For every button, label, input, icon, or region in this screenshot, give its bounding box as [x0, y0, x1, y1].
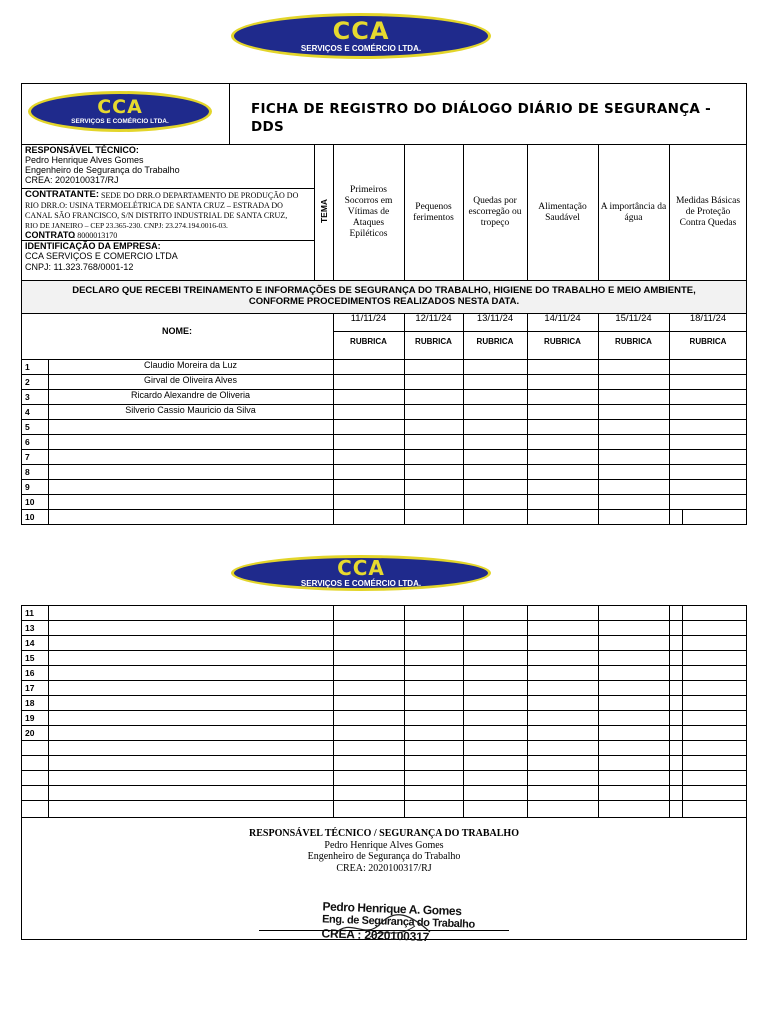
rubrica-header: RUBRICA — [415, 337, 452, 346]
topic-6: Medidas Básicas de Proteção Contra Quedas — [675, 196, 741, 228]
participant-name: Silverio Cassio Mauricio da Silva — [125, 405, 256, 415]
row-number: 8 — [25, 467, 30, 477]
company-logo-top — [231, 13, 491, 59]
row-number: 4 — [25, 407, 30, 417]
declaration-text: DECLARO QUE RECEBI TREINAMENTO E INFORMAÇÕES DE SEGURANÇA DO TRABALHO, HIGIENE DO TRABALHO E MEIO AMBIENTE, CONFORME PROCEDIMENTOS REALIZADOS NESTA DATA. — [72, 285, 696, 307]
topic-5: A importância da água — [600, 201, 667, 223]
row-number: 7 — [25, 452, 30, 462]
rubrica-header: RUBRICA — [689, 337, 727, 346]
row-number: 17 — [25, 683, 35, 693]
row-number: 19 — [25, 713, 35, 723]
row-number: 20 — [25, 728, 35, 738]
row-number: 9 — [25, 482, 30, 492]
logo-tagline: SERVIÇOS E COMÉRCIO LTDA. — [300, 579, 422, 588]
topic-1: Primeiros Socorros em Vítimas de Ataques Epiléticos — [344, 185, 393, 239]
date-3: 13/11/24 — [476, 313, 514, 324]
row-number: 16 — [25, 668, 35, 678]
footer-signature-block — [21, 828, 747, 874]
topic-4: Alimentação Saudável — [538, 201, 587, 223]
logo-brand: CCA — [337, 556, 385, 580]
row-number: 10 — [25, 512, 35, 522]
logo-tagline: SERVIÇOS E COMÉRCIO LTDA. — [71, 117, 169, 125]
row-number: 13 — [25, 623, 35, 633]
participant-name: Ricardo Alexandre de Oliveria — [130, 390, 251, 400]
rubrica-header: RUBRICA — [476, 337, 514, 346]
row-number: 10 — [25, 497, 35, 507]
date-5: 15/11/24 — [615, 313, 652, 324]
logo-brand: CCA — [332, 17, 390, 45]
date-2: 12/11/24 — [415, 313, 452, 324]
signature-stamp: Pedro Henrique A. Gomes Eng. de Segurança do Trabalho CREA : 2020100317 — [321, 899, 476, 945]
rubrica-header: RUBRICA — [350, 337, 387, 346]
row-number: 6 — [25, 437, 30, 447]
tema-label: TEMA — [319, 198, 329, 224]
rubrica-header: RUBRICA — [615, 337, 652, 346]
row-number: 11 — [25, 608, 34, 618]
participant-name: Claudio Moreira da Luz — [143, 360, 238, 370]
footer-role: Engenheiro de Segurança do Trabalho — [307, 851, 461, 862]
footer-title: RESPONSÁVEL TÉCNICO / SEGURANÇA DO TRABALHO — [249, 828, 519, 839]
date-1: 11/11/24 — [350, 313, 387, 324]
row-number: 2 — [25, 377, 30, 387]
row-number: 3 — [25, 392, 30, 402]
company-logo-header — [28, 91, 212, 132]
footer-crea: CREA: 2020100317/RJ — [336, 862, 432, 874]
row-number: 5 — [25, 422, 30, 432]
topic-2: Pequenos ferimentos — [413, 201, 454, 223]
logo-tagline: SERVIÇOS E COMÉRCIO LTDA. — [300, 44, 422, 53]
form-title: FICHA DE REGISTRO DO DIÁLOGO DIÁRIO DE SEGURANÇA - DDS — [251, 101, 712, 135]
topic-3: Quedas por escorregão ou tropeço — [468, 196, 522, 228]
row-number: 14 — [25, 638, 35, 648]
row-number: 18 — [25, 698, 35, 708]
footer-name: Pedro Henrique Alves Gomes — [324, 839, 444, 851]
logo-brand: CCA — [97, 95, 143, 118]
row-number: 1 — [25, 362, 30, 372]
nome-header: NOME: — [162, 326, 192, 336]
date-4: 14/11/24 — [544, 313, 581, 324]
row-number: 15 — [25, 653, 35, 663]
company-logo-page2 — [231, 555, 491, 591]
participant-name: Girval de Oliveira Alves — [143, 375, 238, 385]
attendance-table-2 — [21, 605, 747, 940]
rubrica-header: RUBRICA — [544, 337, 581, 346]
signature-scribble — [330, 912, 440, 942]
date-6: 18/11/24 — [689, 313, 727, 324]
